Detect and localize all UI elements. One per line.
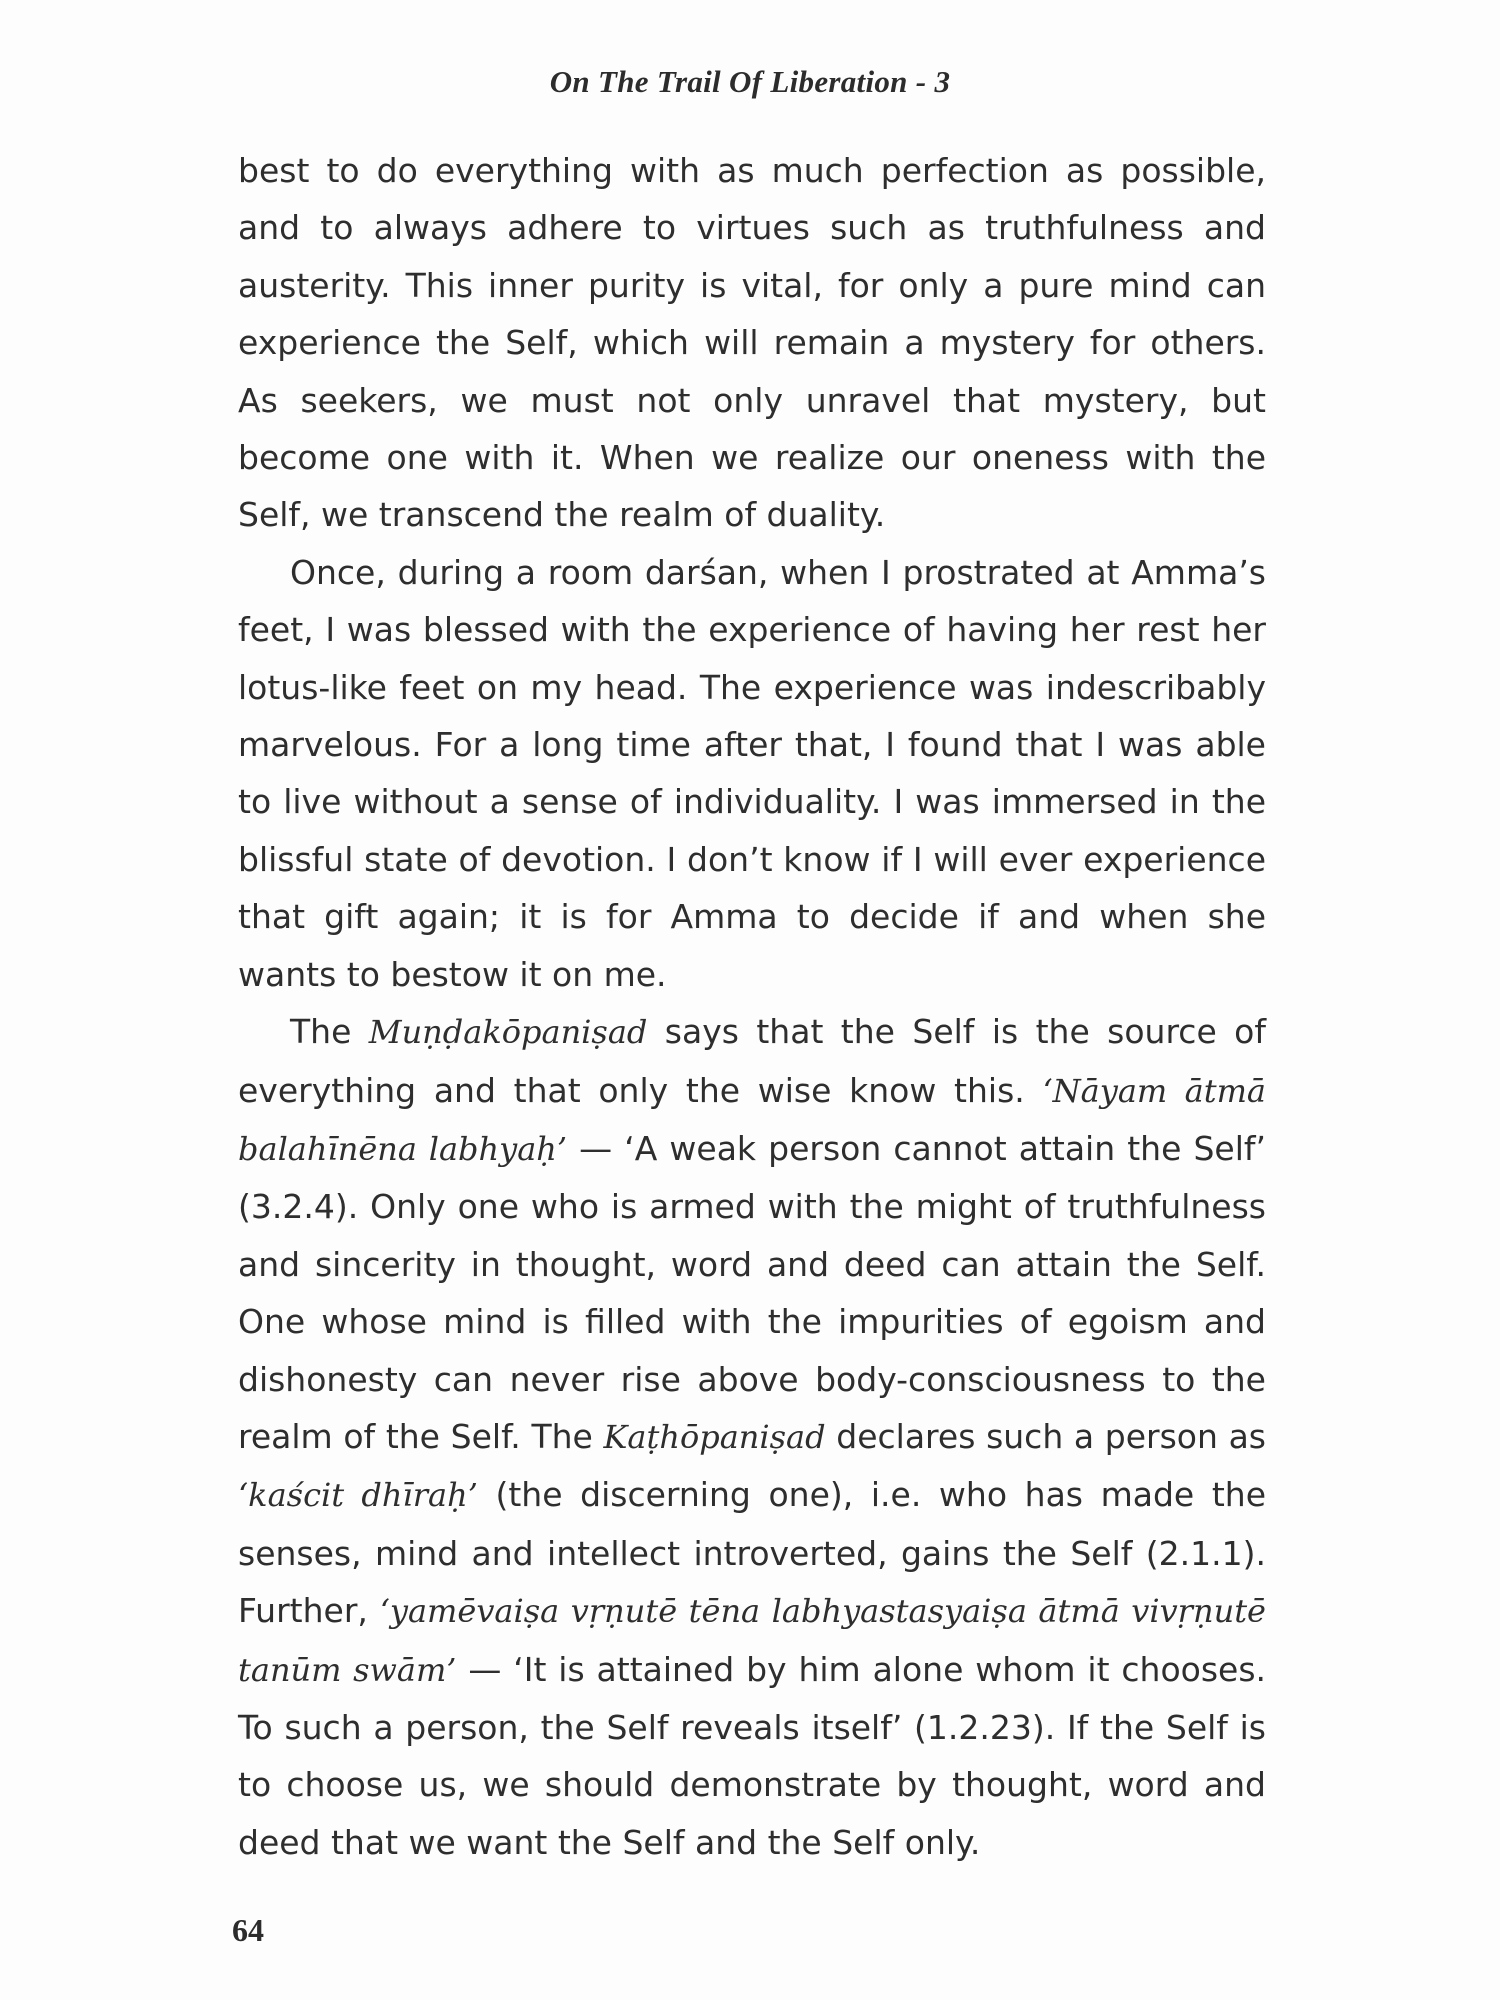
- text-segment: best to do everything with as much perfection as possible, and to always adhere to virtues such as truthfulness and austerity. This inner purity is vital, for only a pure mind can experience the Self, which will remain a mystery for others. As seekers, we must not only unravel that mystery, but become one with it. When we realize our oneness with the Self, we transcend the realm of duality.: [238, 151, 1266, 535]
- text-segment: (the discerning one), i.e. who has made the senses, mind and intellect introverted, gains the Self (2.1.1). Further,: [238, 1475, 1267, 1631]
- running-head: On The Trail Of Liberation - 3: [549, 64, 951, 99]
- text-segment: — ‘It is attained by him alone whom it chooses. To such a person, the Self reveals itself’ (1.2.23). If the Self is to choose us, we should demonstrate by thought, word and deed that we want the Self and the Self only.: [238, 1649, 1267, 1862]
- text-segment: says that the Self is the source of everything and that only the wise know this.: [238, 1012, 1266, 1110]
- italic-quote: ‘kaścit dhīraḥ’: [238, 1476, 478, 1515]
- text-segment: — ‘A weak person cannot attain the Self’ (3.2.4). Only one who is armed with the might of truthfulness and sincerity in thought, word and deed can attain the Self. One whose mind is filled with the impurities of egoism and dishonesty can never rise above body-consciousness to the realm of the Self. The: [238, 1128, 1267, 1456]
- paragraph-3: [238, 1003, 1266, 1871]
- italic-quote: ‘yamēvaiṣa vṛṇutē tēna labhyastasyaiṣa ātmā vivṛṇutē tanūm swām’: [238, 1592, 1266, 1689]
- paragraph-2: [238, 544, 1266, 1003]
- italic-quote: ‘Nāyam ātmā balahīnēna labhyaḥ’: [238, 1071, 1266, 1168]
- body-text: [238, 142, 1266, 1871]
- text-segment: The: [290, 1012, 369, 1052]
- text-segment: Once, during a room darśan, when I prostrated at Amma’s feet, I was blessed with the experience of having her rest her lotus-like feet on my head. The experience was indescribably marvelous. For a long time after that, I found that I was able to live without a sense of individuality. I was immersed in the blissful state of devotion. I don’t know if I will ever experience that gift again; it is for Amma to decide if and when she wants to bestow it on me.: [238, 552, 1266, 994]
- italic-term: Kaṭhōpaniṣad: [603, 1417, 826, 1456]
- page-number: 64: [232, 1912, 264, 1948]
- italic-term: Muṇḍakōpaniṣad: [368, 1013, 648, 1052]
- paragraph-1: [238, 142, 1266, 544]
- text-segment: declares such a person as: [825, 1416, 1266, 1456]
